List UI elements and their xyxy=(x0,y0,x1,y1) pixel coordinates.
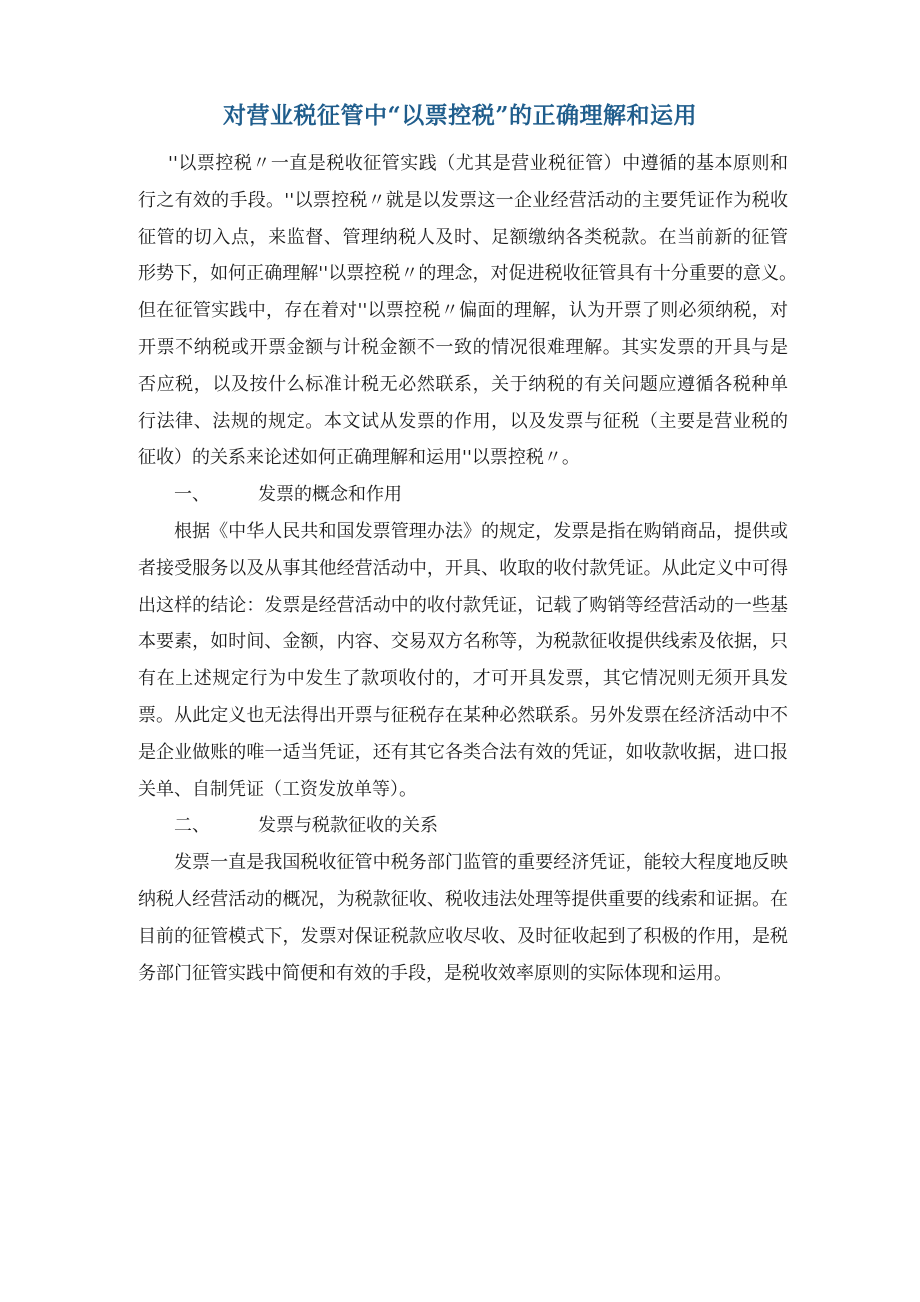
section-number: 二、 xyxy=(174,815,210,837)
document-title: 对营业税征管中“以票控税”的正确理解和运用 xyxy=(223,102,697,129)
section-heading-text: 发票与税款征收的关系 xyxy=(258,815,438,837)
section-heading xyxy=(138,808,788,845)
intro-paragraph: ''以票控税〃一直是税收征管实践（尤其是营业税征管）中遵循的基本原则和 行之有效的手段。''以票控税〃就是以发票这一企业经营活动的主要凭证作为税收 征管的切入点，来监督、管理纳税人及时、足额缴纳各类税款。在当前新的征管 形势下，如何正确理解''以票控税〃的理念，对促进税收征管具有十分重要的意义。 但在征管实践中，存在着对''以票控税〃偏面的理解，认为开票了则必须纳税，对 开票不纳税或开票金额与计税金额不一致的情况很难理解。其实发票的开具与是 否应税，以及按什么标准计税无必然联系，关于纳税的有关问题应遵循各税种单 行法律、法规的规定。本文试从发票的作用，以及发票与征税（主要是营业税的 征收）的关系来论述如何正确理解和运用''以票控税〃。 xyxy=(138,153,812,469)
section-paragraph: 根据《中华人民共和国发票管理办法》的规定，发票是指在购销商品，提供或者接受服务以及从事其他经营活动中，开具、收取的收付款凭证。从此定义中可得出这样的结论：发票是经营活动中的收付款凭证，记载了购销等经营活动的一些基本要素，如时间、金额，内容、交易双方名称等，为税款征收提供线索及依据，只有在上述规定行为中发生了款项收付的，才可开具发票，其它情况则无须开具发票。从此定义也无法得出开票与征税存在某种必然联系。另外发票在经济活动中不是企业做账的唯一适当凭证，还有其它各类合法有效的凭证，如收款收据，进口报关单、自制凭证（工资发放单等）。 xyxy=(138,520,788,800)
section-paragraph: 发票一直是我国税收征管中税务部门监管的重要经济凭证，能较大程度地反映纳税人经营活动的概况，为税款征收、税收违法处理等提供重要的线索和证据。在目前的征管模式下，发票对保证税款应收尽收、及时征收起到了积极的作用，是税务部门征管实践中简便和有效的手段，是税收效率原则的实际体现和运用。 xyxy=(138,852,788,984)
section-heading xyxy=(138,477,788,514)
section-heading-text: 发票的概念和作用 xyxy=(258,484,402,506)
document-body xyxy=(138,146,812,992)
section-number: 一、 xyxy=(174,484,210,506)
